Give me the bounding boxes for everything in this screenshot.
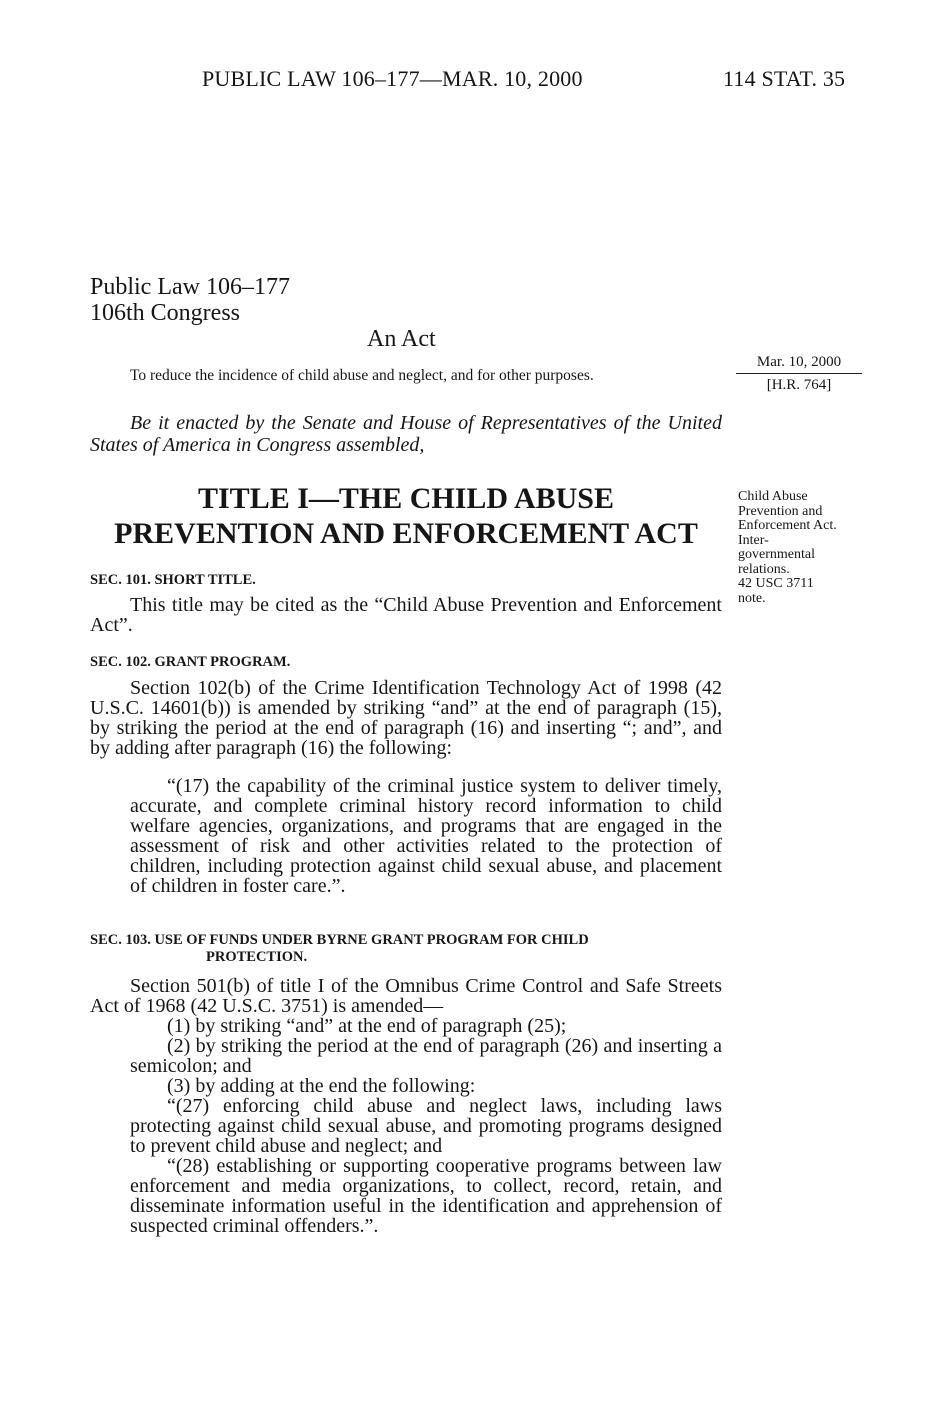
section-103-heading — [90, 932, 589, 966]
public-law-number: Public Law 106–177 — [90, 274, 290, 300]
side-note-line: 42 USC 3711 — [738, 576, 814, 591]
side-note-line: governmental — [738, 547, 815, 562]
side-note-line: Prevention and — [738, 503, 823, 519]
section-102-quoted-paragraph — [130, 776, 722, 896]
running-head-title: PUBLIC LAW 106–177—MAR. 10, 2000 — [202, 66, 583, 91]
paragraph-28-text: “(28) establishing or supporting cooperative programs between law enforcement and media organizations, to collect, record, retain, and disseminate information useful in the identification and apprehension of suspected criminal offenders.”. — [130, 1155, 722, 1237]
section-103-heading-line-2: PROTECTION. — [206, 949, 308, 965]
section-102-text: Section 102(b) of the Crime Identification Technology Act of 1998 (42 U.S.C. 14601(b)) is amended by striking “and” at the end of paragraph (15), by striking the period at the end of paragraph (16) and inserting “; and”, and by adding after paragraph (16) the following: — [90, 677, 722, 759]
title-heading-line-2: PREVENTION AND ENFORCEMENT ACT — [114, 517, 698, 550]
section-103-text: Section 501(b) of title I of the Omnibus Crime Control and Safe Streets Act of 1968 (42 U.S.C. 3751) is amended— — [90, 975, 722, 1017]
side-note-line: Inter- — [738, 532, 769, 548]
section-102-heading: SEC. 102. GRANT PROGRAM. — [90, 654, 291, 670]
enacting-clause: Be it enacted by the Senate and House of Representatives of the United States of America in Congress assembled, — [90, 412, 722, 456]
section-103-item-3 — [130, 1076, 722, 1096]
paragraph-27-quote — [130, 1096, 722, 1156]
item-3-text: (3) by adding at the end the following: — [167, 1075, 476, 1097]
bill-number: [H.R. 764] — [766, 377, 832, 393]
enactment-date-block — [736, 354, 862, 394]
side-note-line: Child Abuse — [738, 489, 808, 504]
section-101-heading: SEC. 101. SHORT TITLE. — [90, 572, 256, 588]
statute-page-reference: 114 STAT. 35 — [723, 66, 846, 91]
side-note-line: relations. — [738, 561, 790, 577]
date-rule — [736, 373, 862, 374]
title-heading-line-1: TITLE I—THE CHILD ABUSE — [198, 482, 614, 515]
side-note-line: Enforcement Act. — [738, 518, 837, 533]
margin-side-notes — [738, 490, 868, 606]
enactment-date: Mar. 10, 2000 — [756, 354, 842, 370]
section-101-text: This title may be cited as the “Child Abuse Prevention and Enforcement Act”. — [90, 594, 722, 636]
section-103-heading-line-1: SEC. 103. USE OF FUNDS UNDER BYRNE GRANT PROGRAM FOR CHILD — [90, 932, 589, 948]
section-103-item-2 — [130, 1036, 722, 1076]
act-purpose: To reduce the incidence of child abuse and neglect, and for other purposes. — [130, 367, 594, 384]
section-103-item-1 — [130, 1016, 722, 1036]
item-1-text: (1) by striking “and” at the end of paragraph (25); — [167, 1015, 567, 1037]
paragraph-28-quote — [130, 1156, 722, 1236]
paragraph-27-text: “(27) enforcing child abuse and neglect laws, including laws protecting against child sexual abuse, and promoting programs designed to prevent child abuse and neglect; and — [130, 1095, 722, 1157]
item-2-text: (2) by striking the period at the end of paragraph (26) and inserting a semicolon; and — [130, 1035, 722, 1077]
title-heading — [90, 481, 722, 551]
side-note-line: note. — [738, 590, 766, 606]
congress-label: 106th Congress — [90, 300, 240, 326]
paragraph-17-text: “(17) the capability of the criminal justice system to deliver timely, accurate, and complete criminal history record information to child welfare agencies, organizations, and programs that are engaged in the assessment of risk and other activities related to the protection of children, including protection against child sexual abuse, and placement of children in foster care.”. — [130, 775, 722, 897]
act-label: An Act — [367, 326, 436, 352]
